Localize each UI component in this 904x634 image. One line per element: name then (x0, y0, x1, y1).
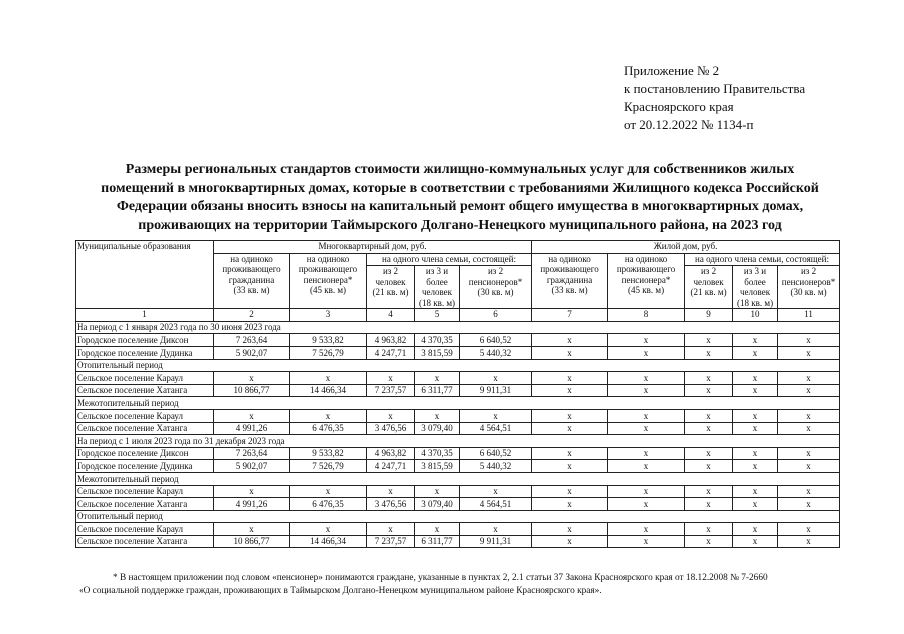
section-label: Межотопительный период (76, 397, 840, 410)
appendix-line: Красноярского края (624, 99, 734, 114)
table-row (76, 384, 840, 397)
column-number: 6 (460, 309, 532, 322)
table-cell: х (685, 422, 733, 435)
table-cell: х (214, 372, 290, 385)
header-single-citizen (532, 253, 608, 309)
table-cell: х (460, 409, 532, 422)
header-line: гражданина (546, 274, 593, 285)
table-cell: х (290, 523, 367, 536)
table-cell: 9 533,82 (290, 334, 367, 347)
header-line: человек (693, 276, 724, 287)
table-cell: х (214, 485, 290, 498)
table-cell: х (290, 372, 367, 385)
table-row (76, 409, 840, 422)
table-cell: х (415, 485, 460, 498)
table-cell: х (460, 523, 532, 536)
table-cell: х (608, 523, 685, 536)
table-cell: х (733, 523, 778, 536)
table-cell: 4 370,35 (415, 334, 460, 347)
table-cell: х (367, 409, 415, 422)
table-cell: 9 533,82 (290, 447, 367, 460)
table-cell: х (778, 498, 840, 511)
table-cell: 3 476,56 (367, 498, 415, 511)
table-cell: 9 911,31 (460, 384, 532, 397)
table-cell: х (608, 447, 685, 460)
title-line: помещений в многоквартирных домах, которые в соответствии с требованиями Жилищного кодекса Российской (101, 180, 819, 196)
table-cell: х (415, 409, 460, 422)
table-cell: х (778, 523, 840, 536)
table-cell: х (685, 460, 733, 473)
appendix-line: Приложение № 2 (624, 63, 720, 78)
column-number: 8 (608, 309, 685, 322)
footnote-line: * В настоящем приложении под словом «пенсионер» понимаются граждане, указанные в пунктах 2, 2.1 статьи 37 Закона Красноярского края от 18.12.2008 № 7-2660 (113, 573, 768, 583)
table-cell: х (685, 384, 733, 397)
table-cell: х (290, 409, 367, 422)
header-three-more (733, 266, 778, 309)
table-cell: х (608, 409, 685, 422)
table-cell: х (214, 409, 290, 422)
header-line: (45 кв. м) (309, 285, 347, 296)
header-line: из 2 (487, 266, 504, 277)
header-line: более (744, 276, 766, 287)
header-line: (18 кв. м) (737, 297, 774, 308)
header-line: на одиноко (230, 253, 273, 264)
table-cell: х (367, 485, 415, 498)
title-line: Размеры региональных стандартов стоимости жилищно-коммунальных услуг для собственников жилых (125, 162, 795, 177)
table-cell: х (733, 422, 778, 435)
table-cell: 3 079,40 (415, 498, 460, 511)
header-line: гражданина (228, 274, 275, 285)
table-cell: х (608, 535, 685, 548)
table-cell: х (608, 460, 685, 473)
header-line: на одиноко (624, 253, 668, 264)
column-number: 11 (778, 309, 840, 322)
section-row (76, 472, 840, 485)
table-cell: х (532, 523, 608, 536)
table-cell: 4 247,71 (367, 460, 415, 473)
municipality-name: Городское поселение Дудинка (76, 346, 214, 359)
table-cell: х (367, 523, 415, 536)
table-cell: х (778, 460, 840, 473)
header-line: более (426, 276, 448, 287)
header-single-pensioner (290, 253, 367, 309)
table-cell: х (415, 372, 460, 385)
table-cell: 7 526,79 (290, 346, 367, 359)
table-cell: х (733, 384, 778, 397)
table-cell: х (608, 498, 685, 511)
table-cell: 6 476,35 (290, 422, 367, 435)
header-line: проживающего (616, 264, 676, 275)
header-line: (45 кв. м) (628, 285, 665, 296)
column-number: 1 (76, 309, 214, 322)
section-row (76, 510, 840, 523)
table-cell: х (532, 422, 608, 435)
table-cell: х (778, 409, 840, 422)
header-line: человек (739, 287, 771, 298)
table-cell: х (532, 447, 608, 460)
table-cell: х (415, 523, 460, 536)
header-line: (30 кв. м) (790, 287, 827, 298)
table-cell: 7 526,79 (290, 460, 367, 473)
table-cell: х (733, 460, 778, 473)
header-two-people (367, 266, 415, 309)
table-cell: х (460, 372, 532, 385)
table-cell: х (778, 346, 840, 359)
column-number: 2 (214, 309, 290, 322)
table-cell: х (290, 485, 367, 498)
table-cell: х (685, 346, 733, 359)
table-cell: х (733, 372, 778, 385)
table-cell: х (778, 422, 840, 435)
header-line: (33 кв. м) (551, 285, 588, 296)
column-number: 10 (733, 309, 778, 322)
table-cell: 10 866,77 (214, 384, 290, 397)
table-cell: х (532, 346, 608, 359)
municipality-name: Сельское поселение Караул (76, 372, 214, 385)
municipality-header: Муниципальные образования (76, 241, 214, 309)
header-two-pensioners (460, 266, 532, 309)
footnote (79, 572, 839, 598)
table-row (76, 535, 840, 548)
table-cell: 5 440,32 (460, 346, 532, 359)
column-number: 9 (685, 309, 733, 322)
table-cell: х (685, 447, 733, 460)
header-line: (30 кв. м) (477, 287, 514, 298)
table-cell: х (685, 523, 733, 536)
header-line: (18 кв. м) (418, 297, 456, 308)
header-line: человек (421, 287, 453, 298)
table-cell: 4 247,71 (367, 346, 415, 359)
section-label: Межотопительный период (76, 472, 840, 485)
table-cell: 3 815,59 (415, 346, 460, 359)
section-row (76, 359, 840, 372)
document-title (70, 161, 850, 235)
family-group-header: на одного члена семьи, состоящей: (685, 253, 840, 266)
section-row (76, 435, 840, 448)
table-cell: 9 911,31 (460, 535, 532, 548)
header-line: (21 кв. м) (372, 287, 409, 298)
table-cell: х (532, 372, 608, 385)
table-body (76, 321, 840, 548)
header-line: пенсионера* (303, 274, 353, 285)
table-cell: х (685, 498, 733, 511)
table-cell: х (608, 334, 685, 347)
family-group-header: на одного члена семьи, состоящей: (367, 253, 532, 266)
header-line: из 2 (382, 266, 399, 277)
table-row (76, 334, 840, 347)
header-two-pensioners (778, 266, 840, 309)
table-cell: 4 991,26 (214, 498, 290, 511)
column-number: 5 (415, 309, 460, 322)
table-cell: х (214, 523, 290, 536)
house-group-header: Жилой дом, руб. (532, 241, 840, 254)
table-cell: 7 263,64 (214, 334, 290, 347)
table-cell: 4 564,51 (460, 422, 532, 435)
table-cell: 6 476,35 (290, 498, 367, 511)
section-row (76, 397, 840, 410)
table-row (76, 422, 840, 435)
table-cell: х (532, 334, 608, 347)
table-cell: х (608, 384, 685, 397)
table-cell: х (532, 409, 608, 422)
municipality-name: Сельское поселение Караул (76, 409, 214, 422)
municipality-name: Сельское поселение Хатанга (76, 498, 214, 511)
section-label: На период с 1 января 2023 года по 30 июня 2023 года (76, 321, 840, 334)
section-label: На период с 1 июля 2023 года по 31 декабря 2023 года (76, 435, 840, 448)
table-row (76, 485, 840, 498)
column-number: 3 (290, 309, 367, 322)
header-three-more (415, 266, 460, 309)
title-line: Федерации обязаны вносить взносы на капитальный ремонт общего имущества в многоквартирных домах, (116, 199, 804, 214)
table-cell: х (608, 346, 685, 359)
column-number: 4 (367, 309, 415, 322)
table-cell: х (532, 384, 608, 397)
section-label: Отопительный период (76, 510, 840, 523)
table-cell: 6 640,52 (460, 334, 532, 347)
table-cell: х (608, 372, 685, 385)
header-line: проживающего (298, 264, 358, 275)
table-cell: 4 963,82 (367, 334, 415, 347)
table-cell: 10 866,77 (214, 535, 290, 548)
table-cell: х (733, 485, 778, 498)
municipality-name: Сельское поселение Караул (76, 523, 214, 536)
table-cell: х (367, 372, 415, 385)
table-cell: 14 466,34 (290, 535, 367, 548)
header-line: из 3 и (425, 266, 449, 277)
municipality-name: Городское поселение Диксон (76, 447, 214, 460)
table-cell: х (733, 535, 778, 548)
table-cell: 14 466,34 (290, 384, 367, 397)
table-cell: х (685, 334, 733, 347)
table-cell: 5 902,07 (214, 460, 290, 473)
table-cell: х (532, 535, 608, 548)
table-cell: 5 440,32 (460, 460, 532, 473)
table-cell: х (778, 384, 840, 397)
table-row (76, 447, 840, 460)
table-cell: 6 311,77 (415, 535, 460, 548)
municipality-name: Сельское поселение Хатанга (76, 535, 214, 548)
table-cell: х (778, 372, 840, 385)
table-cell: х (685, 372, 733, 385)
header-line: (21 кв. м) (690, 287, 727, 298)
table-cell: х (532, 460, 608, 473)
appendix-line: от 20.12.2022 № 1134-п (624, 117, 754, 132)
header-line: человек (375, 276, 406, 287)
table-cell: х (685, 535, 733, 548)
table-row (76, 523, 840, 536)
table-cell: 3 079,40 (415, 422, 460, 435)
table-cell: х (733, 409, 778, 422)
header-line: пенсионера* (621, 274, 671, 285)
table-cell: 3 476,56 (367, 422, 415, 435)
title-line: проживающих на территории Таймырского Долгано-Ненецкого муниципального района, на 2023 год (138, 217, 782, 233)
header-line: проживающего (540, 264, 599, 275)
table-cell: 5 902,07 (214, 346, 290, 359)
header-line: проживающего (222, 264, 281, 275)
table-cell: х (532, 498, 608, 511)
section-label: Отопительный период (76, 359, 840, 372)
municipality-name: Сельское поселение Караул (76, 485, 214, 498)
table-cell: х (733, 447, 778, 460)
table-cell: 7 263,64 (214, 447, 290, 460)
municipality-name: Городское поселение Диксон (76, 334, 214, 347)
table-cell: 4 564,51 (460, 498, 532, 511)
table-cell: 3 815,59 (415, 460, 460, 473)
table-row (76, 346, 840, 359)
header-single-pensioner (608, 253, 685, 309)
header-line: на одиноко (548, 253, 591, 264)
table-cell: х (685, 485, 733, 498)
header-line: (33 кв. м) (233, 285, 270, 296)
table-cell: х (608, 422, 685, 435)
header-line: из 3 и (743, 266, 767, 277)
table-cell: х (460, 485, 532, 498)
table-row (76, 372, 840, 385)
table-cell: х (532, 485, 608, 498)
header-line: пенсионеров* (781, 276, 836, 287)
table-row (76, 460, 840, 473)
table-cell: 7 237,57 (367, 535, 415, 548)
section-row (76, 321, 840, 334)
header-single-citizen (214, 253, 290, 309)
municipality-name: Сельское поселение Хатанга (76, 384, 214, 397)
appendix-line: к постановлению Правительства (624, 81, 806, 96)
standards-table (75, 240, 840, 548)
table-cell: 4 991,26 (214, 422, 290, 435)
table-cell: х (778, 334, 840, 347)
appendix-note (624, 62, 805, 134)
table-cell: 7 237,57 (367, 384, 415, 397)
apartment-group-header: Многоквартирный дом, руб. (214, 241, 532, 254)
municipality-name: Сельское поселение Хатанга (76, 422, 214, 435)
header-line: на одиноко (306, 253, 350, 264)
table-cell: х (733, 334, 778, 347)
table-cell: 6 640,52 (460, 447, 532, 460)
table-cell: х (778, 535, 840, 548)
table-cell: 6 311,77 (415, 384, 460, 397)
table-cell: х (608, 485, 685, 498)
header-two-people (685, 266, 733, 309)
table-cell: х (778, 485, 840, 498)
header-line: пенсионеров* (468, 276, 523, 287)
table-cell: 4 963,82 (367, 447, 415, 460)
table-cell: х (778, 447, 840, 460)
column-number-row (76, 309, 840, 322)
table-row (76, 498, 840, 511)
municipality-name: Городское поселение Дудинка (76, 460, 214, 473)
table-cell: х (685, 409, 733, 422)
table-cell: х (733, 346, 778, 359)
header-line: из 2 (800, 266, 817, 277)
table-cell: 4 370,35 (415, 447, 460, 460)
footnote-line: «О социальной поддержке граждан, проживающих в Таймырском Долгано-Ненецком муниципальном районе Красноярского края». (79, 586, 602, 596)
header-line: из 2 (700, 266, 717, 277)
table-cell: х (733, 498, 778, 511)
column-number: 7 (532, 309, 608, 322)
